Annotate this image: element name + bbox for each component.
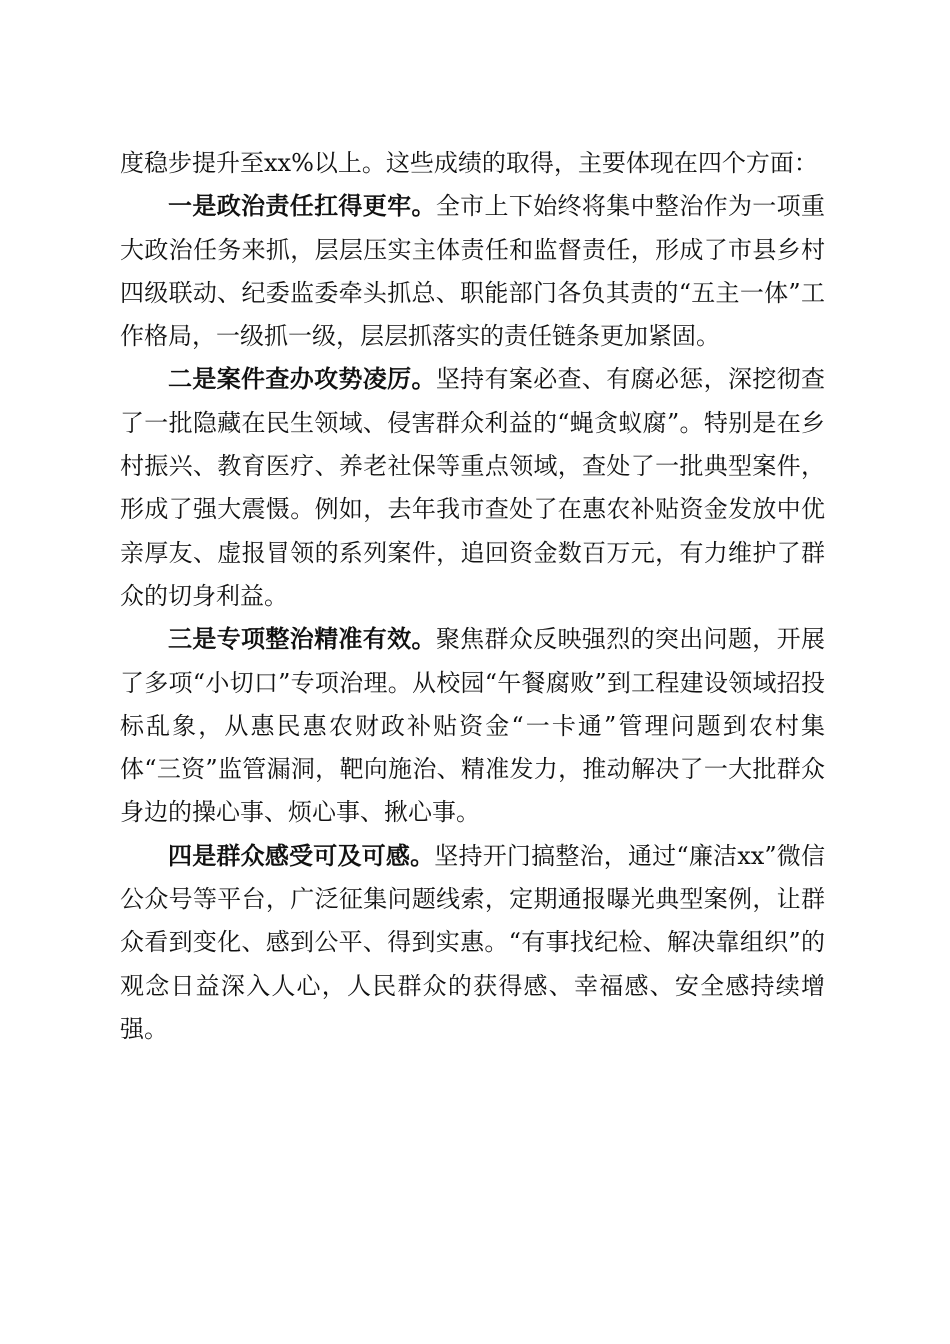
paragraph-lead: 三是专项整治精准有效。 bbox=[168, 625, 436, 654]
paragraph-text: 聚焦群众反映强烈的突出问题，开展了多项“小切口”专项治理。从校园“午餐腐败”到工程建设领域招投标乱象，从惠民惠农财政补贴资金“一卡通”管理问题到农村集体“三资”监管漏洞，靶向施治、精准发力，推动解决了一大批群众身边的操心事、烦心事、揪心事。 bbox=[120, 625, 826, 827]
paragraph-lead: 四是群众感受可及可感。 bbox=[168, 841, 435, 870]
paragraph-intro bbox=[120, 142, 825, 185]
paragraph-special-rectification bbox=[120, 618, 825, 834]
paragraph-political-responsibility bbox=[120, 185, 825, 358]
paragraph-lead: 二是案件查办攻势凌厉。 bbox=[168, 365, 436, 394]
paragraph-case-investigation bbox=[120, 358, 825, 618]
paragraph-public-perception bbox=[120, 835, 825, 1051]
paragraph-text: 坚持有案必查、有腐必惩，深挖彻查了一批隐藏在民生领域、侵害群众利益的“蝇贪蚁腐”。特别是在乡村振兴、教育医疗、养老社保等重点领域，查处了一批典型案件，形成了强大震慑。例如，去年我市查处了在惠农补贴资金发放中优亲厚友、虚报冒领的系列案件，追回资金数百万元，有力维护了群众的切身利益。 bbox=[120, 365, 826, 610]
paragraph-text: 坚持开门搞整治，通过“廉洁xx”微信公众号等平台，广泛征集问题线索，定期通报曝光典型案例，让群众看到变化、感到公平、得到实惠。“有事找纪检、解决靠组织”的观念日益深入人心，人民群众的获得感、幸福感、安全感持续增强。 bbox=[120, 841, 825, 1043]
paragraph-lead: 一是政治责任扛得更牢。 bbox=[168, 192, 436, 221]
paragraph-text: 度稳步提升至xx%以上。这些成绩的取得，主要体现在四个方面： bbox=[120, 149, 818, 177]
paragraph-text: 全市上下始终将集中整治作为一项重大政治任务来抓，层层压实主体责任和监督责任，形成了市县乡村四级联动、纪委监委牵头抓总、职能部门各负其责的“五主一体”工作格局，一级抓一级，层层抓落实的责任链条更加紧固。 bbox=[120, 192, 826, 351]
document-body bbox=[120, 142, 825, 1051]
